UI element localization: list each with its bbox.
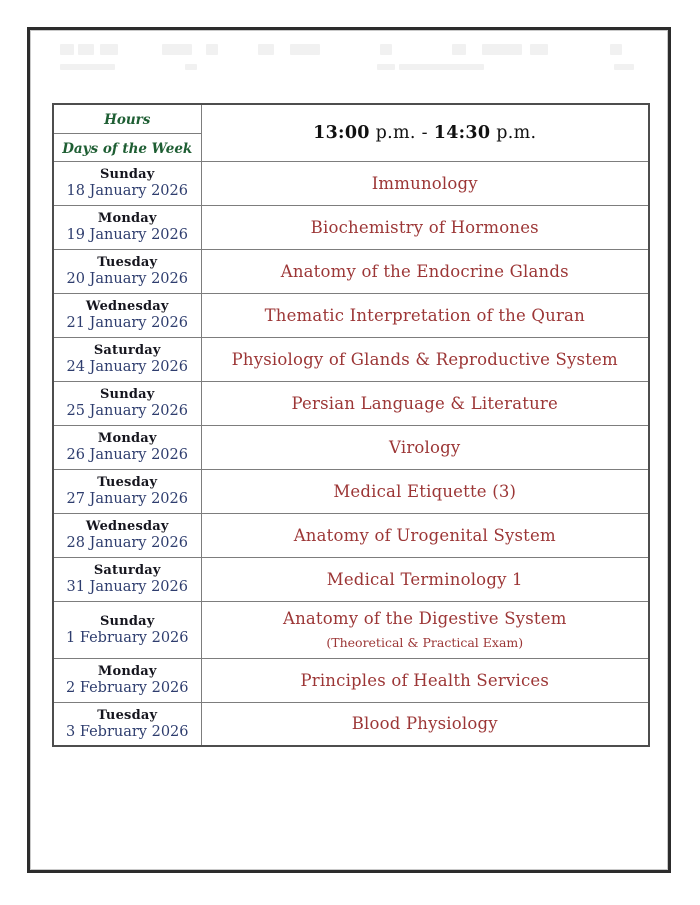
- day-name: Sunday: [99, 167, 155, 182]
- date-label: 28 January 2026: [66, 535, 188, 551]
- faded-header-text: [60, 44, 644, 79]
- day-date-cell: [53, 381, 201, 425]
- header-row-hours: [53, 104, 649, 133]
- table-row: [53, 381, 649, 425]
- table-row: [53, 601, 649, 658]
- day-date-cell: [53, 658, 201, 702]
- subject-title: Thematic Interpretation of the Quran: [264, 305, 585, 325]
- subject-cell: [201, 513, 649, 557]
- day-name: Saturday: [93, 563, 161, 578]
- date-label: 27 January 2026: [66, 491, 188, 507]
- day-name: Sunday: [99, 613, 155, 629]
- subject-cell: [201, 337, 649, 381]
- subject-title: Medical Terminology 1: [326, 569, 523, 589]
- subject-title: Anatomy of the Endocrine Glands: [280, 261, 569, 281]
- day-date-cell: [53, 249, 201, 293]
- table-row: [53, 205, 649, 249]
- subject-cell: [201, 381, 649, 425]
- subject-title: Blood Physiology: [351, 714, 498, 734]
- subject-cell: [201, 161, 649, 205]
- date-label: 3 February 2026: [65, 723, 189, 740]
- table-row: [53, 557, 649, 601]
- table-row: [53, 161, 649, 205]
- day-date-cell: [53, 702, 201, 746]
- time-suffix: p.m.: [490, 122, 537, 143]
- table-row: [53, 249, 649, 293]
- subject-cell: [201, 425, 649, 469]
- date-label: 31 January 2026: [66, 579, 188, 595]
- subject-cell: [201, 702, 649, 746]
- date-label: 26 January 2026: [66, 447, 188, 463]
- table-row: [53, 337, 649, 381]
- day-name: Tuesday: [97, 707, 158, 723]
- table-row: [53, 513, 649, 557]
- hours-header-cell: [53, 104, 201, 133]
- date-label: 20 January 2026: [66, 271, 188, 287]
- subject-title: Persian Language & Literature: [291, 393, 558, 413]
- day-date-cell: [53, 557, 201, 601]
- subject-title: Immunology: [371, 173, 478, 193]
- subject-title: Biochemistry of Hormones: [310, 217, 539, 237]
- time-slot-header-cell: [201, 104, 649, 161]
- table-row: [53, 425, 649, 469]
- time-end: 14:30: [433, 122, 491, 143]
- schedule-header: [53, 104, 649, 161]
- day-date-cell: [53, 601, 201, 658]
- day-name: Monday: [97, 664, 157, 679]
- day-date-cell: [53, 205, 201, 249]
- subject-title: Anatomy of the Digestive System: [282, 609, 567, 628]
- subject-title: Virology: [389, 437, 461, 457]
- day-date-cell: [53, 513, 201, 557]
- page-border-frame: [27, 27, 671, 873]
- time-mid: p.m. -: [369, 122, 434, 143]
- day-name: Monday: [97, 211, 157, 226]
- date-label: 2 February 2026: [65, 680, 189, 696]
- day-name: Tuesday: [97, 255, 158, 270]
- subject-cell: [201, 293, 649, 337]
- hours-label: Hours: [104, 112, 151, 129]
- date-label: 24 January 2026: [66, 359, 188, 375]
- day-date-cell: [53, 161, 201, 205]
- schedule-body: [53, 161, 649, 746]
- date-label: 25 January 2026: [66, 403, 188, 419]
- subject-cell: [201, 469, 649, 513]
- date-label: 18 January 2026: [66, 183, 188, 199]
- day-name: Wednesday: [85, 299, 169, 314]
- day-name: Saturday: [93, 343, 161, 358]
- subject-cell: [201, 205, 649, 249]
- day-date-cell: [53, 425, 201, 469]
- subject-cell: [201, 601, 649, 658]
- days-label: Days of the Week: [62, 140, 193, 157]
- schedule-table: [52, 103, 650, 747]
- date-label: 19 January 2026: [66, 227, 188, 243]
- day-date-cell: [53, 293, 201, 337]
- day-name: Monday: [97, 431, 157, 446]
- day-name: Wednesday: [85, 519, 169, 534]
- subject-cell: [201, 249, 649, 293]
- faded-header-line-2: [60, 64, 644, 70]
- day-name: Sunday: [99, 387, 155, 402]
- day-date-cell: [53, 469, 201, 513]
- table-row: [53, 702, 649, 746]
- date-label: 1 February 2026: [65, 629, 189, 646]
- days-header-cell: [53, 133, 201, 161]
- subject-title: Anatomy of Urogenital System: [293, 525, 556, 545]
- subject-title: Principles of Health Services: [300, 670, 550, 690]
- subject-note: (Theoretical & Practical Exam): [326, 635, 524, 650]
- table-row: [53, 293, 649, 337]
- subject-cell: [201, 557, 649, 601]
- subject-cell: [201, 658, 649, 702]
- table-row: [53, 658, 649, 702]
- subject-title: Medical Etiquette (3): [333, 481, 517, 501]
- faded-header-line-1: [60, 44, 644, 55]
- time-start: 13:00: [313, 122, 370, 143]
- day-name: Tuesday: [97, 475, 158, 490]
- subject-title: Physiology of Glands & Reproductive System: [231, 349, 618, 369]
- date-label: 21 January 2026: [66, 315, 188, 331]
- table-row: [53, 469, 649, 513]
- day-date-cell: [53, 337, 201, 381]
